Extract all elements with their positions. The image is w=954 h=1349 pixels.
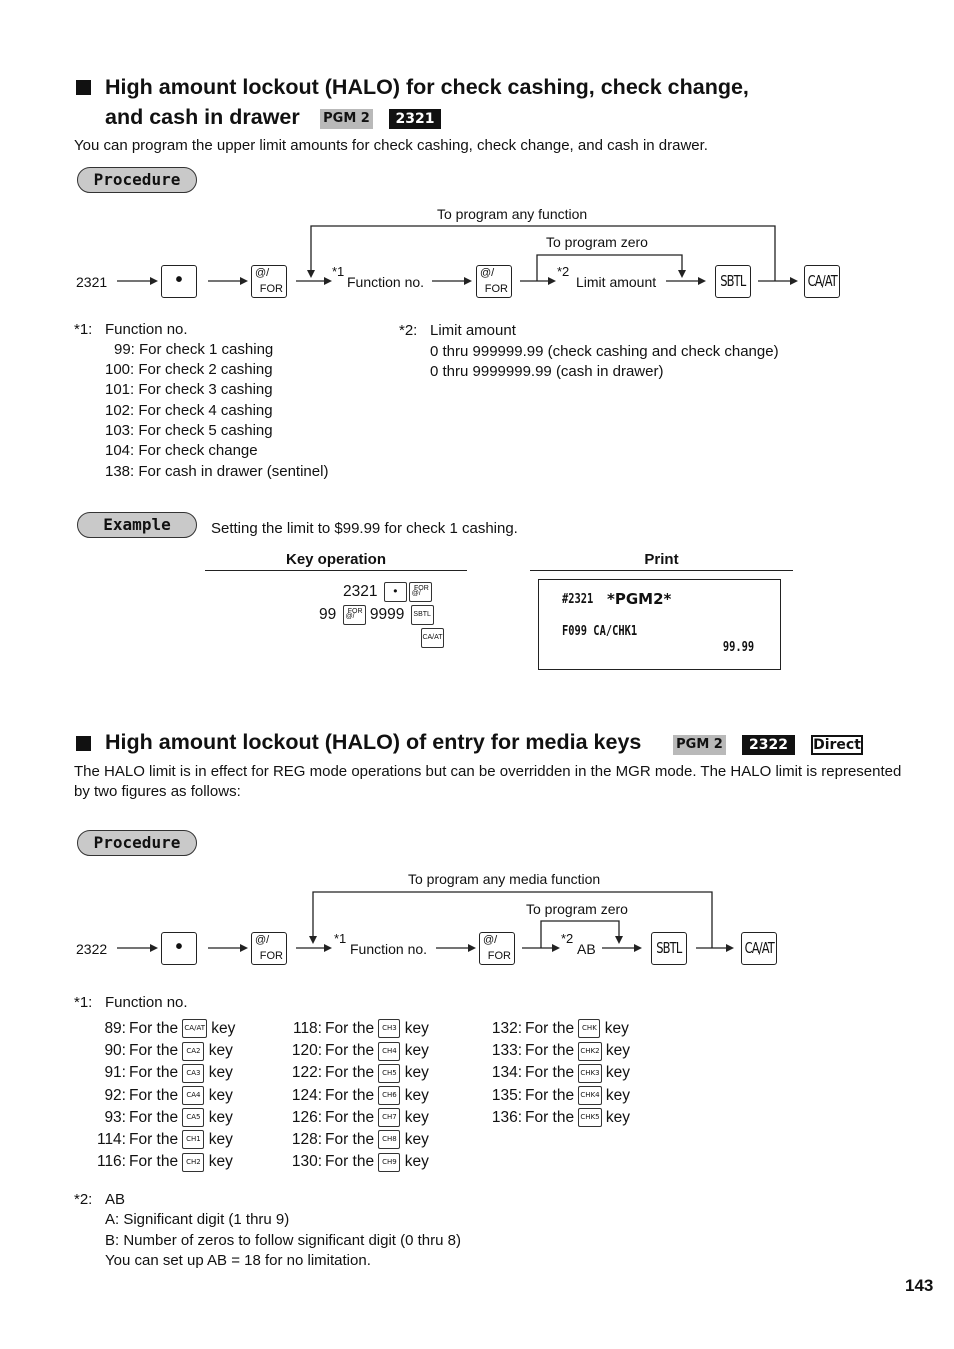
note2-item: 0 thru 9999999.99 (cash in drawer) [430,363,664,380]
media-key-row [0,1107,680,1129]
media-key-icon: CHK2 [578,1042,601,1061]
media-key-icon: CH8 [378,1130,400,1149]
media-key-row [0,1085,680,1107]
media-key-icon: CHK3 [578,1064,601,1083]
media-key-icon: CH7 [378,1108,400,1127]
function-number: 114: [96,1131,126,1148]
key-operation-line2: 99 @/ FOR 9999 SBTL [319,604,434,626]
note2-title: Limit amount [430,322,516,339]
media-key-row [0,1018,680,1040]
key-operation-line3 [421,627,444,649]
media-key-row [0,1062,680,1084]
function-description: For the CA2 key [129,1042,233,1060]
function-number: 135: [491,1086,522,1104]
function-description: For the CH9 key [325,1153,429,1171]
limit-amount-label: Limit amount [576,274,657,290]
decimal-point-key: • [161,932,197,965]
subtotal-key: SBTL [651,932,687,965]
function-number-label: Function no. [347,274,425,290]
function-description: For the CH7 key [325,1108,429,1126]
function-description: For the CHK key [525,1020,629,1037]
function-number: 122: [291,1064,322,1082]
zero-label: To program zero [526,901,628,917]
function-number: 126: [291,1108,322,1126]
note2-title: AB [105,1191,126,1208]
note1-title: Function no. [105,994,188,1011]
note1-item: 102: For check 4 cashing [105,402,273,419]
flow-start-code: 2322 [76,941,108,957]
function-description: For the CA4 key [129,1086,233,1104]
media-key-icon: CA5 [182,1108,204,1127]
function-description: For the CHK4 key [525,1086,631,1104]
at-for-key: @/ FOR [409,582,432,602]
receipt-function: F099 CA/CHK1 [562,624,638,639]
function-description: For the CHK2 key [525,1042,631,1060]
note2-item: B: Number of zeros to follow significant digit (0 thru 8) [105,1232,461,1249]
page-number: 143 [905,1276,934,1295]
receipt-print [538,579,781,670]
cash-amount-tendered-key: CA/AT [741,932,777,965]
function-number: 128: [291,1131,322,1148]
note1-mark: *1: [74,994,93,1011]
function-number: 90: [104,1042,126,1060]
function-description: For the CH1 key [129,1131,233,1148]
section1-title-line1: High amount lockout (HALO) for check cashing, check change, [105,75,749,99]
example-description: Setting the limit to $99.99 for check 1 cashing. [211,520,518,537]
at-for-key: @/ FOR [251,932,287,965]
function-number: 118: [292,1020,322,1037]
note1-title: Function no. [105,321,188,338]
function-number: 120: [291,1042,322,1060]
subtotal-key: SBTL [715,265,751,298]
at-for-key-2: @/ FOR [476,265,512,298]
footnote-marker-1: *1 [332,264,345,279]
function-description: For the CH2 key [129,1153,233,1171]
note2-item: 0 thru 999999.99 (check cashing and check change) [430,343,779,360]
pgm-tag: PGM 2 [320,109,373,129]
example-label: Example [77,512,197,538]
receipt-mode: *PGM2* [607,590,672,608]
media-key-row [0,1040,680,1062]
function-description: For the CHK3 key [525,1064,631,1082]
section2-title: High amount lockout (HALO) of entry for media keys [105,730,642,754]
media-key-icon: CA4 [182,1086,204,1105]
cash-amount-tendered-key: CA/AT [421,628,444,648]
media-key-row [0,1129,480,1151]
note1-item: 103: For check 5 cashing [105,422,273,439]
function-description: For the CA5 key [129,1108,233,1126]
footnote-marker-2: *2 [557,264,570,279]
media-key-icon: CHK [578,1019,600,1038]
media-key-icon: CH9 [378,1153,400,1172]
function-number-label: Function no. [350,941,428,957]
note2-mark: *2: [399,322,418,339]
receipt-amount: 99.99 [722,640,754,655]
procedure-label: Procedure [77,830,197,856]
section-bullet [76,80,91,95]
zero-label: To program zero [546,234,648,250]
note2-mark: *2: [74,1191,93,1208]
program-code-tag: 2321 [389,109,441,129]
function-description: For the CH8 key [325,1131,429,1148]
cash-amount-tendered-key: CA/AT [804,265,840,298]
footnote-marker-1: *1 [334,931,347,946]
section1-title-line2: and cash in drawer [105,105,300,129]
function-number: 124: [291,1086,322,1104]
function-description: For the CH6 key [325,1086,429,1104]
section1-intro: You can program the upper limit amounts for check cashing, check change, and cash in drawer. [74,137,708,154]
function-number: 133: [491,1042,522,1060]
media-key-row [0,1151,480,1173]
footnote-marker-2: *2 [561,931,574,946]
section2-intro: The HALO limit is in effect for REG mode operations but can be overridden in the MGR mode. The HALO limit is represented by two figures as follows: [74,763,902,800]
media-key-icon: CH3 [378,1019,400,1038]
media-key-icon: CH1 [182,1130,204,1149]
function-number: 89: [104,1020,126,1037]
media-key-icon: CH6 [378,1086,400,1105]
media-key-icon: CHK5 [578,1108,601,1127]
function-number: 91: [104,1064,126,1082]
function-description: For the CH4 key [325,1042,429,1060]
program-code-tag: 2322 [742,735,795,755]
function-description: For the CA/AT key [129,1020,236,1037]
decimal-point-key: • [384,582,407,602]
note2-item: You can set up AB = 18 for no limitation. [105,1252,371,1269]
function-description: For the CA3 key [129,1064,233,1082]
note1-item: 104: For check change [105,442,258,459]
procedure-label: Procedure [77,167,197,193]
media-key-icon: CH2 [182,1153,204,1172]
any-media-function-label: To program any media function [408,871,601,887]
media-key-icon: CH4 [378,1042,400,1061]
direct-tag: Direct [811,735,863,755]
media-key-icon: CA2 [182,1042,204,1061]
subtotal-key: SBTL [411,605,434,625]
at-for-key-2: @/ FOR [479,932,515,965]
function-description: For the CH3 key [325,1020,429,1037]
function-description: For the CHK5 key [525,1108,631,1126]
function-number: 92: [104,1086,126,1104]
function-number: 134: [491,1064,522,1082]
ab-label: AB [577,941,596,957]
receipt-program-code: #2321 [562,592,594,607]
note1-item: 99: For check 1 cashing [114,341,274,358]
note1-item: 101: For check 3 cashing [105,381,273,398]
media-key-icon: CA3 [182,1064,204,1083]
note2-item: A: Significant digit (1 thru 9) [105,1211,290,1228]
any-function-label: To program any function [437,206,588,222]
function-number: 116: [96,1153,126,1171]
function-number: 136: [491,1108,522,1126]
decimal-point-key: • [161,265,197,298]
print-header: Print [530,551,793,571]
function-number: 130: [291,1153,322,1171]
media-key-icon: CH5 [378,1064,400,1083]
function-number: 93: [104,1108,126,1126]
function-description: For the CH5 key [325,1064,429,1082]
key-operation-line1: 2321 • @/ FOR [343,581,432,603]
at-for-key: @/ FOR [343,605,366,625]
key-operation-header: Key operation [205,551,467,571]
section-bullet [76,736,91,751]
note1-item: 138: For cash in drawer (sentinel) [105,463,329,480]
media-key-icon: CA/AT [182,1019,207,1038]
at-for-key: @/ FOR [251,265,287,298]
function-number: 132: [491,1020,522,1037]
note1-item: 100: For check 2 cashing [105,361,273,378]
pgm-tag: PGM 2 [673,735,726,755]
flow-start-code: 2321 [76,274,108,290]
note1-mark: *1: [74,321,93,338]
media-key-icon: CHK4 [578,1086,601,1105]
